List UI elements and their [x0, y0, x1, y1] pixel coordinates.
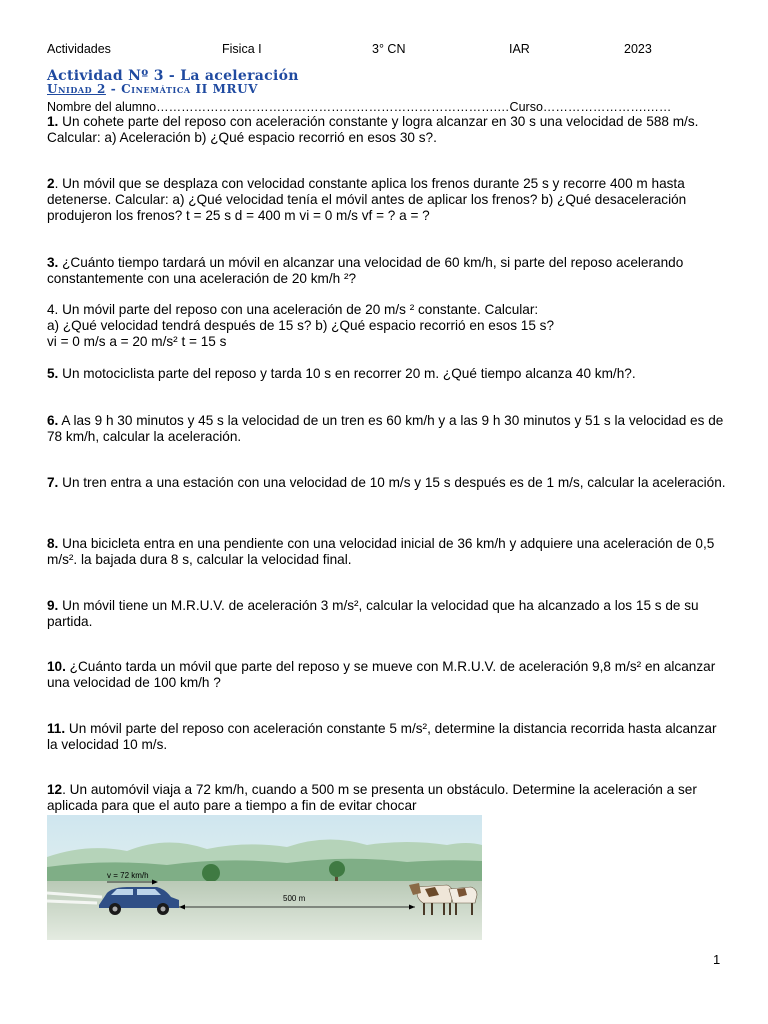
question-text: Un cohete parte del reposo con aceleración constante y logra alcanzar en 30 s una velocidad de 588 m/s. Calcular: a) Aceleración b) ¿Qué espacio recorrió en esos 30 s?.	[47, 114, 699, 145]
question-4	[47, 302, 727, 350]
header-activities: Actividades	[47, 42, 111, 56]
question-11	[47, 721, 727, 753]
question-text: Un móvil parte del reposo con aceleración constante 5 m/s², determine la distancia recorrida hasta alcanzar la velocidad 10 m/s.	[47, 721, 717, 752]
question-10	[47, 659, 727, 691]
question-number: 10.	[47, 659, 66, 674]
question-number: 11.	[47, 721, 66, 736]
question-number: 2	[47, 176, 55, 191]
header-school: IAR	[509, 42, 530, 56]
question-5	[47, 366, 727, 382]
question-text: . Un móvil que se desplaza con velocidad constante aplica los frenos durante 25 s y recorre 400 m hasta detenerse. Calcular: a) ¿Qué velocidad tenía el móvil antes de aplicar los frenos? b) ¿Qué desaceleración produjeron los frenos? t = 25 s d = 400 m vi = 0 m/s vf = ? a = ?	[47, 176, 687, 223]
page-number: 1	[713, 952, 721, 967]
activity-title: Actividad Nº 3 - La aceleración	[47, 68, 299, 84]
question-text: . Un automóvil viaja a 72 km/h, cuando a 500 m se presenta un obstáculo. Determine la aceleración a ser aplicada para que el auto pare a tiempo a fin de evitar chocar	[47, 782, 697, 813]
question-number: 9.	[47, 598, 59, 613]
question-text: ¿Cuánto tarda un móvil que parte del reposo y se mueve con M.R.U.V. de aceleración 9,8 m/s² en alcanzar una velocidad de 100 km/h ?	[47, 659, 716, 690]
question-9	[47, 598, 727, 630]
question-text: 4. Un móvil parte del reposo con una aceleración de 20 m/s ² constante. Calcular: a) ¿Qué velocidad tendrá después de 15 s? b) ¿Qué espacio recorrió en esos 15 s? vi = 0 m/s a = 20 m/s² t = 15 s	[47, 302, 555, 349]
unit-title	[47, 82, 258, 96]
question-number: 5.	[47, 366, 59, 381]
question-2	[47, 176, 727, 224]
question-12	[47, 782, 727, 814]
unit-prefix: Unidad 2	[47, 82, 106, 96]
question-3	[47, 255, 727, 287]
header-course: 3° CN	[372, 42, 406, 56]
question-number: 3.	[47, 255, 59, 270]
question-1	[47, 114, 727, 146]
speed-label: v = 72 km/h	[107, 871, 149, 880]
question-number: 1.	[47, 114, 59, 129]
question-text: Una bicicleta entra en una pendiente con una velocidad inicial de 36 km/h y adquiere una aceleración de 0,5 m/s². la bajada dura 8 s, calcular la velocidad final.	[47, 536, 715, 567]
unit-name: - Cinemática II MRUV	[105, 82, 259, 96]
header-year: 2023	[624, 42, 652, 56]
question-6	[47, 413, 727, 445]
question-text: Un tren entra a una estación con una velocidad de 10 m/s y 15 s después es de 1 m/s, calcular la aceleración.	[58, 475, 726, 490]
question-number: 8.	[47, 536, 59, 551]
question-7	[47, 475, 727, 491]
header-subject: Fisica I	[222, 42, 262, 56]
question-number: 12	[47, 782, 63, 797]
question-text: Un móvil tiene un M.R.U.V. de aceleración 3 m/s², calcular la velocidad que ha alcanzado a los 15 s de su partida.	[47, 598, 699, 629]
car-obstacle-illustration	[47, 815, 482, 940]
question-number: 6.	[47, 413, 59, 428]
student-name-line: Nombre del alumno……………………………………………………………………….…Curso…………………….……	[47, 100, 672, 114]
question-8	[47, 536, 727, 568]
question-text: A las 9 h 30 minutos y 45 s la velocidad de un tren es 60 km/h y a las 9 h 30 minutos y 51 s la velocidad es de 78 km/h, calcular la aceleración.	[47, 413, 724, 444]
question-text: Un motociclista parte del reposo y tarda 10 s en recorrer 20 m. ¿Qué tiempo alcanza 40 km/h?.	[58, 366, 636, 381]
question-number: 7.	[47, 475, 59, 490]
distance-label: 500 m	[283, 894, 306, 903]
question-text: ¿Cuánto tiempo tardará un móvil en alcanzar una velocidad de 60 km/h, si parte del reposo acelerando constantemente con una aceleración de 20 km/h ²?	[47, 255, 684, 286]
